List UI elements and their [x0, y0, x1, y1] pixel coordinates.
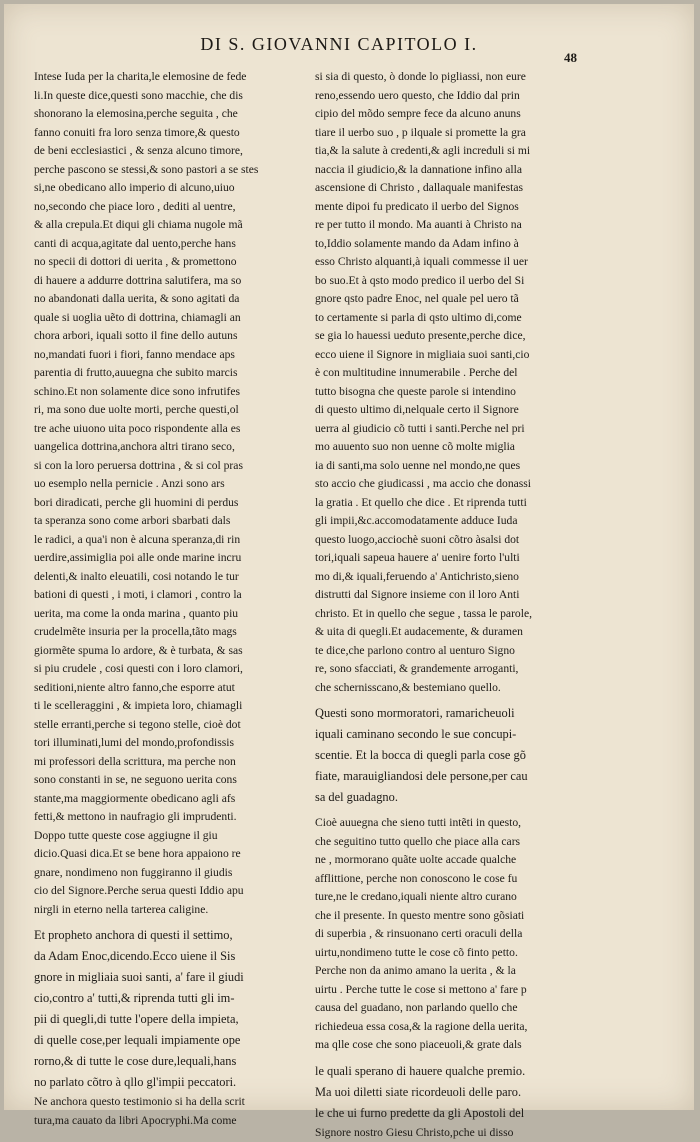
text-line: ecco uiene il Signore in migliaia suoi santi,cio: [315, 346, 579, 365]
text-line: no,secondo che piace loro , dediti al uentre,: [34, 198, 298, 217]
text-line: che il presente. In questo mentre sono gõsiati: [315, 907, 579, 926]
text-line: christo. Et in quello che segue , tassa le parole,: [315, 605, 579, 624]
text-line: di hauere a addurre dottrina salutifera, ma so: [34, 272, 298, 291]
text-line: rorno,& di tutte le cose dure,lequali,hans: [34, 1051, 298, 1072]
text-line: ia di santi,ma solo uenne nel mondo,ne ques: [315, 457, 579, 476]
text-line: cio del Signore.Perche serua questi Iddio apu: [34, 882, 298, 901]
text-line: gnare, nondimeno non fuggiranno il giudis: [34, 864, 298, 883]
text-line: sa del guadagno.: [315, 787, 579, 808]
text-line: ma qlle cose che sono piaceuoli,& grate dals: [315, 1036, 579, 1055]
text-line: uerita, ma come la onda marina , quanto piu: [34, 605, 298, 624]
text-line: iquali caminano secondo le sue concupi-: [315, 724, 579, 745]
text-line: di questo ultimo di,nelquale certo il Signore: [315, 401, 579, 420]
text-line: tiare il uerbo suo , p ilquale si promette la gra: [315, 124, 579, 143]
text-line: Cioè auuegna che sieno tutti intẽti in questo,: [315, 814, 579, 833]
folio-number: 48: [564, 50, 577, 66]
text-line: Et propheto anchora di questi il settimo,: [34, 925, 298, 946]
text-line: di quelle cose,per lequali impiamente ope: [34, 1030, 298, 1051]
text-line: quale si uoglia uẽto di dottrina, chiamagli an: [34, 309, 298, 328]
text-line: ri, ma sono due uolte morti, perche questi,ol: [34, 401, 298, 420]
text-line: mi professori della scrittura, ma perche non: [34, 753, 298, 772]
text-line: fiate, marauigliandosi dele persone,per cau: [315, 766, 579, 787]
right-text-column: [315, 68, 579, 1142]
text-line: di superbia , & rinsuonano certi oraculi della: [315, 925, 579, 944]
text-line: causa del guadano, non parlando quello che: [315, 999, 579, 1018]
text-line: to,Iddio solamente mando da Adam infino à: [315, 235, 579, 254]
text-line: ture,ne le credano,iquali niente altro curano: [315, 888, 579, 907]
text-line: stelle erranti,perche si tegono stelle, cioè dot: [34, 716, 298, 735]
text-line: bo suo.Et à qsto modo predico il uerbo del Si: [315, 272, 579, 291]
text-line: te dice,che parlono contro al uenturo Signo: [315, 642, 579, 661]
text-line: to certamente si parla di qsto ultimo di,come: [315, 309, 579, 328]
text-line: ne , mormorano quãte uolte accade qualche: [315, 851, 579, 870]
text-line: che schernisscano,& bestemiano quello.: [315, 679, 579, 698]
text-line: uirtu . Perche tutte le cose si mettono a' fare p: [315, 981, 579, 1000]
text-line: no parlato cõtro à qllo gl'impii peccatori.: [34, 1072, 298, 1093]
text-line: è con multitudine innumerabile . Perche del: [315, 364, 579, 383]
text-line: ascensione di Christo , dallaquale manifestas: [315, 179, 579, 198]
text-line: gnore in migliaia suoi santi, a' fare il giudi: [34, 967, 298, 988]
text-line: se gia lo hauessi ueduto presente,perche dice,: [315, 327, 579, 346]
text-line: li.In queste dice,questi sono macchie, che dis: [34, 87, 298, 106]
text-line: si piu crudele , cosi questi con i loro clamori,: [34, 660, 298, 679]
text-line: giormẽte spuma lo ardore, & è turbata, & sas: [34, 642, 298, 661]
book-page: [4, 4, 694, 1110]
text-line: no,mandati fuori i fiori, fanno mendace aps: [34, 346, 298, 365]
text-line: sto accio che giudicassi , ma accio che donassi: [315, 475, 579, 494]
text-line: tori illuminati,lumi del mondo,profondissis: [34, 734, 298, 753]
text-line: bori diradicati, perche gli huomini di perdus: [34, 494, 298, 513]
text-line: mente dipoi fu predicato il uerbo del Signos: [315, 198, 579, 217]
text-line: Intese Iuda per la charita,le elemosine de fede: [34, 68, 298, 87]
text-line: uo esemplo nella pernicie . Anzi sono ars: [34, 475, 298, 494]
text-line: & alla crepula.Et diqui gli chiama nugole mã: [34, 216, 298, 235]
text-line: le che ui furno predette da gli Apostoli del: [315, 1103, 579, 1124]
text-line: tia,& la salute à credenti,& agli increduli si mi: [315, 142, 579, 161]
text-line: tura,ma cauato da libri Apocryphi.Ma come: [34, 1112, 298, 1131]
text-line: fanno conuiti fra loro senza timore,& questo: [34, 124, 298, 143]
text-line: uangelica dottrina,anchora altri tirano seco,: [34, 438, 298, 457]
text-line: tutto bisogna che queste parole si intendino: [315, 383, 579, 402]
text-line: tre ache uiuono uita poco rispondente alla es: [34, 420, 298, 439]
text-line: nirgli in eterno nella tarterea caligine.: [34, 901, 298, 920]
text-line: parentia di frutto,auuegna che subito marcis: [34, 364, 298, 383]
text-line: afflittione, perche non conoscono le cose fu: [315, 870, 579, 889]
text-line: pii di quegli,di tutte l'opere della impieta,: [34, 1009, 298, 1030]
text-line: no abandonati dalla uerita, & sono agitati da: [34, 290, 298, 309]
text-line: fetti,& mettono in naufragio gli imprudenti.: [34, 808, 298, 827]
text-line: crudelmẽte insuria per la procella,tãto mags: [34, 623, 298, 642]
text-line: no specii di dottori di uerita , & promettono: [34, 253, 298, 272]
text-line: & uita di quegli.Et audacemente, & duramen: [315, 623, 579, 642]
text-line: uerra al giudicio cõ tutti i santi.Perche nel pri: [315, 420, 579, 439]
text-line: shonorano la elemosina,perche seguita , che: [34, 105, 298, 124]
text-line: scentie. Et la bocca di quegli parla cose gõ: [315, 745, 579, 766]
text-line: si,ne obedicano allo imperio di alcuno,uiuo: [34, 179, 298, 198]
text-line: dicio.Quasi dica.Et se bene hora appaiono re: [34, 845, 298, 864]
text-line: re per tutto il mondo. Ma auanti à Christo na: [315, 216, 579, 235]
text-line: la gratia . Et quello che dice . Et riprenda tutti: [315, 494, 579, 513]
text-line: gnore qsto padre Enoc, nel quale pel uero tã: [315, 290, 579, 309]
text-line: reno,essendo uero questo, che Iddio dal prin: [315, 87, 579, 106]
text-line: cio,contro a' tutti,& riprenda tutti gli im-: [34, 988, 298, 1009]
text-line: uerdire,assimiglia poi alle onde marine incru: [34, 549, 298, 568]
text-line: delenti,& inalto eleuatili, cosi notando le tur: [34, 568, 298, 587]
text-line: Ne anchora questo testimonio si ha della scrit: [34, 1093, 298, 1112]
text-line: richiedeua essa cosa,& la ragione della uerita,: [315, 1018, 579, 1037]
text-line: seditioni,niente altro fanno,che esporre atut: [34, 679, 298, 698]
text-line: le radici, a qua'i non è alcuna speranza,di rin: [34, 531, 298, 550]
text-line: uirtu,nondimeno tutte le cose cõ finto petto.: [315, 944, 579, 963]
text-line: naccia il giudicio,& la dannatione infino alla: [315, 161, 579, 180]
text-line: de beni ecclesiastici , & senza alcuno timore,: [34, 142, 298, 161]
text-line: ta speranza sono come arbori sbarbati dals: [34, 512, 298, 531]
text-line: da Adam Enoc,dicendo.Ecco uiene il Sis: [34, 946, 298, 967]
text-line: chora arbori, iquali sotto il fine dello autuns: [34, 327, 298, 346]
text-line: canti di acqua,agitate dal uento,perche hans: [34, 235, 298, 254]
text-line: gli impii,&c.accomodatamente adduce Iuda: [315, 512, 579, 531]
running-title: DI S. GIOVANNI CAPITOLO I.: [174, 34, 504, 55]
text-line: le quali sperano di hauere qualche premio.: [315, 1061, 579, 1082]
text-line: schino.Et non solamente dice sono infrutifes: [34, 383, 298, 402]
text-line: distrutti dal Signore insieme con il loro Anti: [315, 586, 579, 605]
text-line: ti le scelleraggini , & impieta loro, chiamagli: [34, 697, 298, 716]
text-line: perche pascono se stessi,& sono pastori a se stes: [34, 161, 298, 180]
text-line: Signore nostro Giesu Christo,pche ui disso: [315, 1124, 579, 1142]
text-line: si con la loro peruersa dottrina , & si col pras: [34, 457, 298, 476]
text-line: stante,ma maggiormente obedicano agli afs: [34, 790, 298, 809]
left-text-column: [34, 68, 298, 1130]
text-line: esso Christo alquanti,à iquali commesse il uer: [315, 253, 579, 272]
text-line: re, sono sfacciati, & grandemente arroganti,: [315, 660, 579, 679]
text-line: Doppo tutte queste cose aggiugne il giu: [34, 827, 298, 846]
text-line: sono constanti in se, ne seguono uerita cons: [34, 771, 298, 790]
text-line: Ma uoi diletti siate ricordeuoli delle paro.: [315, 1082, 579, 1103]
text-line: Questi sono mormoratori, ramaricheuoli: [315, 703, 579, 724]
text-line: mo auuento suo non uenne cõ molte miglia: [315, 438, 579, 457]
text-line: Perche non da animo amano la uerita , & la: [315, 962, 579, 981]
text-line: cipio del mõdo sempre fece da alcuno anuns: [315, 105, 579, 124]
text-line: questo luogo,acciochè suoni cõtro àsalsi dot: [315, 531, 579, 550]
text-line: tori,iquali sapeua hauere a' uenire forto l'ulti: [315, 549, 579, 568]
text-line: mo di,& iquali,feruendo a' Antichristo,sieno: [315, 568, 579, 587]
text-line: bationi di questi , i moti, i clamori , contro la: [34, 586, 298, 605]
text-line: si sia di questo, ò donde lo pigliassi, non eure: [315, 68, 579, 87]
text-line: che seguitino tutto quello che piace alla cars: [315, 833, 579, 852]
